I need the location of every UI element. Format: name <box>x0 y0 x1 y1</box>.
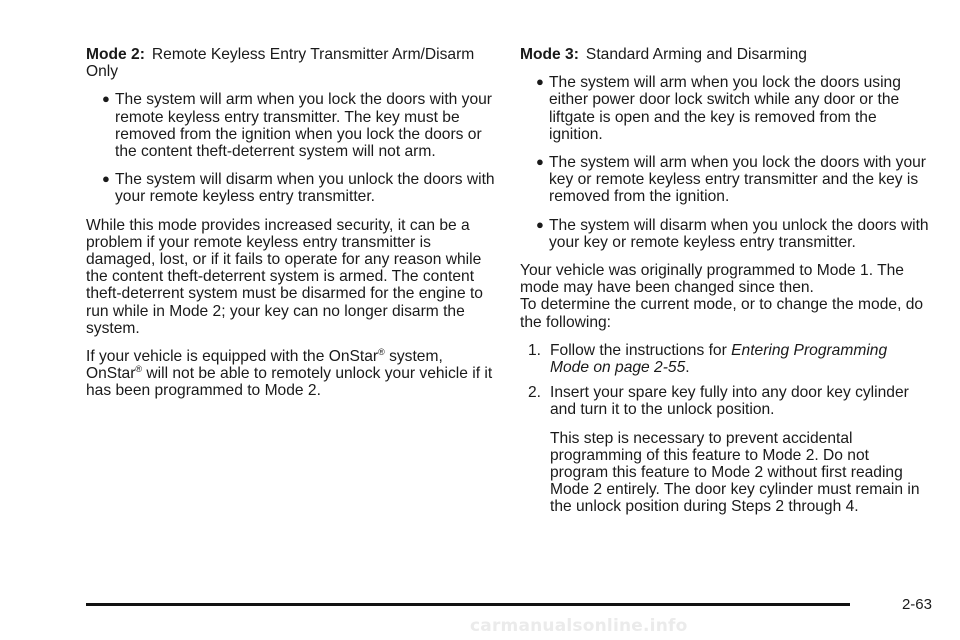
mode3-title: Standard Arming and Disarming <box>585 46 807 63</box>
left-column <box>86 46 496 411</box>
list-item: ● The system will arm when you lock the doors with your remote keyless entry transmitter. The key must be removed from the ignition when you lock the doors or the content theft-deterrent system will not arm. <box>102 91 492 161</box>
mode3-label: Mode 3: <box>520 46 579 63</box>
list-item: ● The system will arm when you lock the doors with your key or remote keyless entry transmitter and the key is removed from the ignition. <box>536 154 926 206</box>
bullet-icon: ● <box>536 74 544 90</box>
registered-mark: ® <box>135 364 143 375</box>
mode2-bullet-list <box>86 91 496 205</box>
mode2-title: Remote Keyless Entry Transmitter Arm/Disarm Only <box>86 46 475 81</box>
bullet-icon: ● <box>102 91 110 107</box>
watermark: carmanualsonline.info <box>470 616 688 636</box>
footer-rule <box>86 603 850 606</box>
registered-mark: ® <box>378 347 385 358</box>
page-number: 2-63 <box>901 596 932 613</box>
page-reference-link[interactable]: Entering Programming Mode on page 2-55 <box>550 341 888 377</box>
list-item: ● The system will disarm when you unlock the doors with your key or remote keyless entry transmitter. <box>536 216 929 251</box>
onstar-paragraph: If your vehicle is equipped with the OnStar® system, OnStar® will not be able to remotely unlock your vehicle if it has been programmed to Mode 2. <box>86 347 493 400</box>
determine-mode-paragraph: To determine the current mode, or to change the mode, do the following: <box>520 296 924 331</box>
mode3-heading <box>520 46 930 63</box>
mode2-label: Mode 2: <box>86 46 145 63</box>
step-note: This step is necessary to prevent accidental programming of this feature to Mode 2. Do not program this feature to Mode 2 without first reading Mode 2 entirely. The door key cylinder must remain in the unlock position during Steps 2 through 4. <box>550 429 920 516</box>
list-item: ● The system will disarm when you unlock the doors with your remote keyless entry transmitter. <box>102 171 495 206</box>
bullet-icon: ● <box>536 216 544 232</box>
original-mode-paragraph: Your vehicle was originally programmed to Mode 1. The mode may have been changed since then. <box>520 262 904 297</box>
mode2-heading <box>86 46 496 80</box>
list-item: ● The system will arm when you lock the doors using either power door lock switch while any door or the liftgate is open and the key is removed from the ignition. <box>536 74 901 143</box>
step-number: 2. <box>528 384 542 402</box>
mode2-security-paragraph: While this mode provides increased security, it can be a problem if your remote keyless entry transmitter is damaged, lost, or if it fails to operate for any reason while the content theft-deterrent system is armed. The content theft-deterrent system must be disarmed for the engine to run while in Mode 2; your key can no longer disarm the system. <box>86 216 483 337</box>
step-number: 1. <box>528 341 542 359</box>
step-item: 2. Insert your spare key fully into any door key cylinder and turn it to the unlock position. This step is necessary to prevent accidental programming of this feature to Mode 2. Do not program this feature to Mode 2 without first reading Mode 2 entirely. The door key cylinder must remain in the unlock position during Steps 2 through 4. <box>528 384 930 515</box>
steps-list <box>520 342 930 516</box>
mode3-bullet-list <box>520 74 930 251</box>
step-item: 1. Follow the instructions for Entering Programming Mode on page 2-55. <box>528 341 888 377</box>
bullet-icon: ● <box>102 171 110 187</box>
right-column <box>520 46 930 524</box>
bullet-icon: ● <box>536 154 544 170</box>
